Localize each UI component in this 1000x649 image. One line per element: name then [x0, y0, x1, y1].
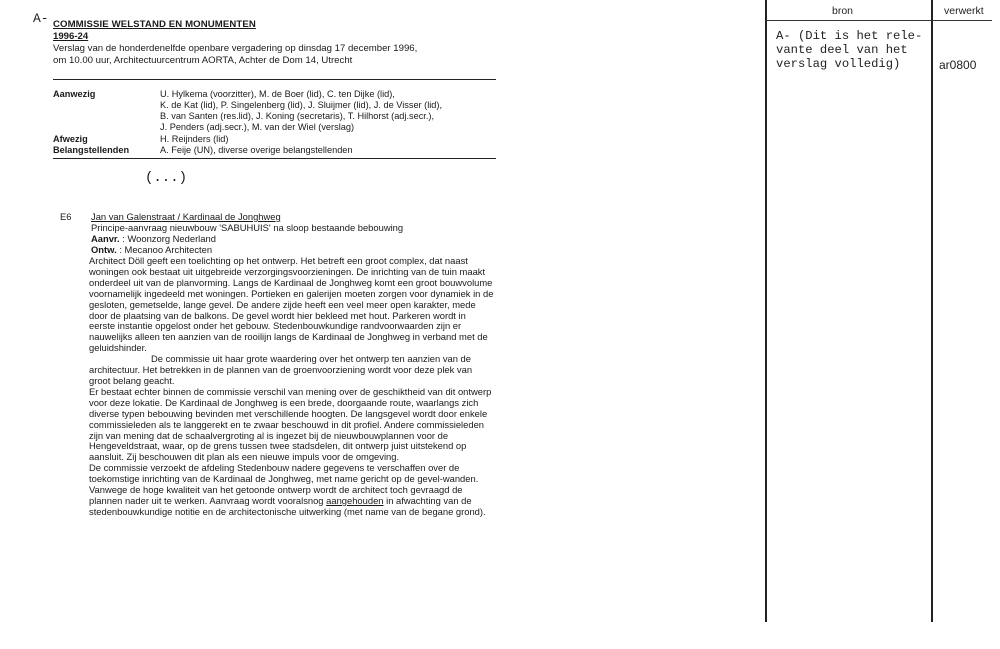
attendance-label-aanwezig: Aanwezig — [53, 89, 96, 99]
column-header-bron: bron — [832, 5, 854, 17]
meeting-description — [53, 43, 503, 67]
aanvrager-label: Aanvr. — [91, 233, 120, 244]
source-note — [776, 29, 922, 71]
header-divider — [766, 20, 992, 21]
meeting-line: om 10.00 uur, Architectuurcentrum AORTA, Achter de Dom 14, Utrecht — [53, 55, 353, 66]
note-line: verslag volledig) — [776, 57, 901, 71]
verwerkt-code: ar0800 — [939, 58, 977, 72]
attendance-line: U. Hylkema (voorzitter), M. de Boer (lid), C. ten Dijke (lid), — [160, 89, 395, 99]
source-marker: A- — [33, 11, 49, 26]
attendance-label-afwezig: Afwezig — [53, 134, 88, 144]
aanvrager-value: : Woonzorg Nederland — [122, 233, 216, 244]
ontwerper-label: Ontw. — [91, 244, 117, 255]
attendance-line: K. de Kat (lid), P. Singelenberg (lid), J. Sluijmer (lid), J. de Visser (lid), — [160, 100, 443, 110]
attendance-value-belangstellenden: A. Feije (UN), diverse overige belangstellenden — [160, 145, 353, 155]
attendance-value-afwezig: H. Reijnders (lid) — [160, 134, 229, 144]
item-street: Jan van Galenstraat / Kardinaal de Jonghweg — [91, 211, 281, 222]
attendance-line: B. van Santen (res.lid), J. Koning (secretaris), T. Hilhorst (adj.secr.), — [160, 111, 435, 121]
attendance-value-aanwezig — [160, 89, 500, 133]
note-line: vante deel van het — [776, 43, 908, 57]
attendance-label-belangstellenden: Belangstellenden — [53, 145, 130, 155]
column-border-middle — [931, 0, 933, 622]
paragraph: Architect Döll geeft een toelichting op het ontwerp. Het betreft een groot complex, dat naast woningen ook bestaat uit uitgebreide verzorgingsvoorzieningen. De inrichting van de tuin maakt onderdeel uit van de planvorming. Langs de Kardinaal de Jonghweg komt een groot bouwvolume voornamelijk ingedeeld met woningen. Portieken en galerijen moeten zorgen voor dynamiek in de gesloten, gemetselde, lange gevel. De andere zijde heeft een veel meer open karakter, mede door de plaatsing van de balkons. De gevel wordt hier bekleed met hout. Parkeren wordt in eerste instantie opgelost onder het gebouw. Stedenbouwkundige randvoorwaarden zijn er nauwelijks alleen ten aanzien van de rooilijn langs de Kardinaal de Jonghweg in verband met de geluidshinder. — [89, 255, 494, 354]
divider — [53, 79, 496, 80]
document-title: COMMISSIE WELSTAND EN MONUMENTEN — [53, 19, 256, 30]
note-line: A- (Dit is het rele- — [776, 29, 923, 43]
document-code: 1996-24 — [53, 31, 89, 42]
paragraph: Er bestaat echter binnen de commissie verschil van mening over de geschiktheid van dit ontwerp voor deze lokatie. De Kardinaal de Jonghweg is een brede, doorgaande route, waarlangs zich diverse typen bebouwing bevinden met verschillende hoogten. De langsgevel wordt door enkele commissieleden als te langgerekt en te zwaar beschouwd in dit profiel. Andere commissieleden zijn van mening dat de schaalvergroting al is ingezet bij de nieuwbouwplannen voor de Hengeveldstraat, waar, op de grens tussen twee stadsdelen, dit ontwerp juist uitstekend op aansluit. Zij beschouwen dit plan als een nieuwe impuls voor de omgeving. — [89, 385, 492, 463]
item-code: E6 — [60, 211, 72, 222]
decision-status: aangehouden — [326, 494, 384, 506]
item-body — [89, 256, 494, 518]
conclusion-text: De commissie verzoekt de afdeling Stedenbouw nadere gegevens te verschaffen over de toekomstige inrichting van de Kardinaal de Jonghweg, met name gericht op de gevel-wanden. Vanwege de hoge kwaliteit van het getoonde ontwerp wordt de architect toch gevraagd de plannen nader uit te werken. Aanvraag wordt vooralsnog — [89, 462, 479, 506]
attendance-line: J. Penders (adj.secr.), M. van der Wiel (verslag) — [160, 122, 355, 132]
item-aanvrager — [91, 233, 216, 244]
divider — [53, 158, 496, 159]
paragraph: De commissie uit haar grote waardering over het ontwerp ten aanzien van de architectuur. Het betrekken in de plannen van de groenvoorziening wordt voor deze plek van groot belang geacht. — [89, 353, 473, 386]
item-subject: Principe-aanvraag nieuwbouw 'SABUHUIS' na sloop bestaande bebouwing — [91, 222, 404, 233]
conclusion-text-end: in afwachting van de stedenbouwkundige notitie en de architectonische uitwerking (met name van de begane grond). — [89, 494, 486, 517]
meeting-line: Verslag van de honderdenelfde openbare vergadering op dinsdag 17 december 1996, — [53, 43, 418, 54]
column-border-left — [765, 0, 767, 622]
item-ontwerper — [91, 244, 212, 255]
ontwerper-value: : Mecanoo Architecten — [119, 244, 213, 255]
paragraph-conclusion — [89, 463, 494, 518]
omission-marker: (...) — [145, 170, 188, 186]
column-header-verwerkt: verwerkt — [944, 5, 984, 17]
